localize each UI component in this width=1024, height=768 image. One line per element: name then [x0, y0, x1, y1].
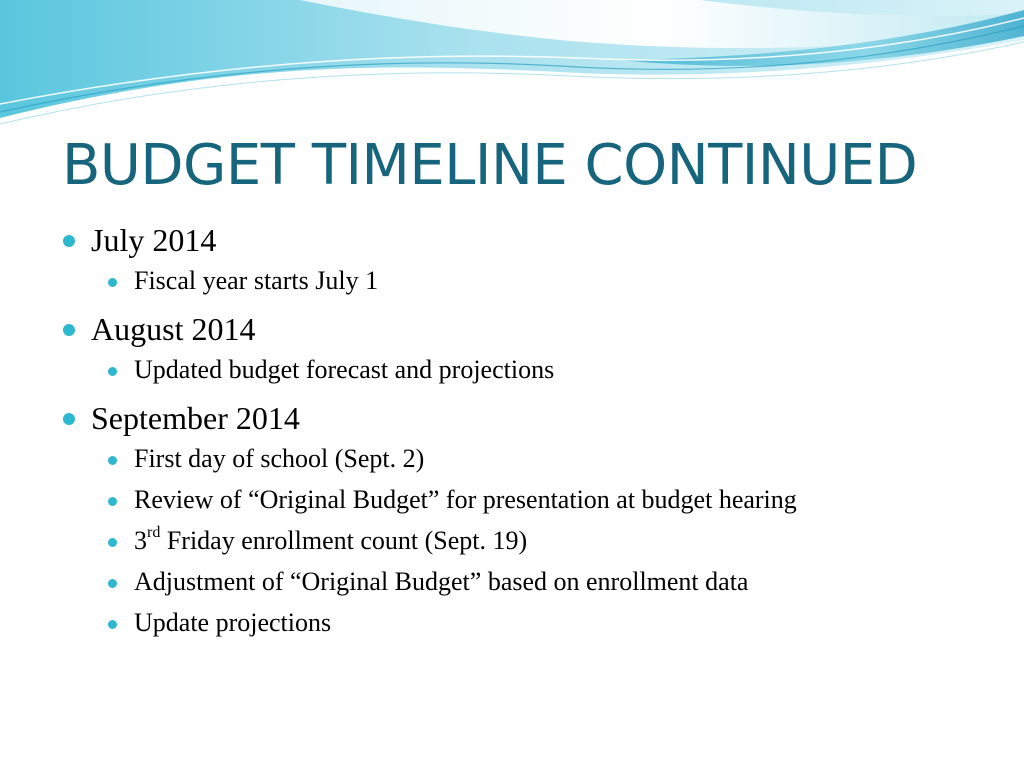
bullet-dot-icon [63, 413, 75, 425]
section-heading-text: July 2014 [91, 222, 217, 258]
list-item [62, 353, 962, 386]
list-item [62, 565, 962, 598]
section-heading-text: September 2014 [91, 400, 300, 436]
ordinal-superscript: rd [147, 524, 161, 542]
list-item [62, 524, 962, 557]
list-item-text: Friday enrollment count (Sept. 19) [160, 526, 528, 555]
list-item-text: Updated budget forecast and projections [134, 355, 555, 384]
list-item-text: First day of school (Sept. 2) [134, 444, 425, 473]
bullet-dot-icon [63, 235, 75, 247]
list-item [62, 442, 962, 475]
bullet-dot-icon [108, 538, 117, 547]
list-item-text: Adjustment of “Original Budget” based on enrollment data [134, 567, 749, 596]
section-heading-text: August 2014 [91, 311, 256, 347]
section-heading-july [62, 216, 962, 264]
wave-header-decoration [0, 0, 1024, 130]
list-item-number: 3 [134, 526, 147, 555]
section-heading-august [62, 305, 962, 353]
bullet-dot-icon [108, 278, 117, 287]
slide-title: BUDGET TIMELINE CONTINUED [62, 133, 918, 198]
bullet-dot-icon [108, 620, 117, 629]
bullet-dot-icon [108, 497, 117, 506]
bullet-dot-icon [108, 367, 117, 376]
section-heading-september [62, 394, 962, 442]
list-item-text: Update projections [134, 608, 332, 637]
list-item [62, 264, 962, 297]
list-item [62, 483, 962, 516]
bullet-dot-icon [108, 456, 117, 465]
list-item-text: Fiscal year starts July 1 [134, 266, 379, 295]
bullet-dot-icon [63, 324, 75, 336]
list-item [62, 606, 962, 639]
bullet-dot-icon [108, 579, 117, 588]
bullet-list [62, 216, 962, 647]
list-item-text: Review of “Original Budget” for presentation at budget hearing [134, 485, 797, 514]
